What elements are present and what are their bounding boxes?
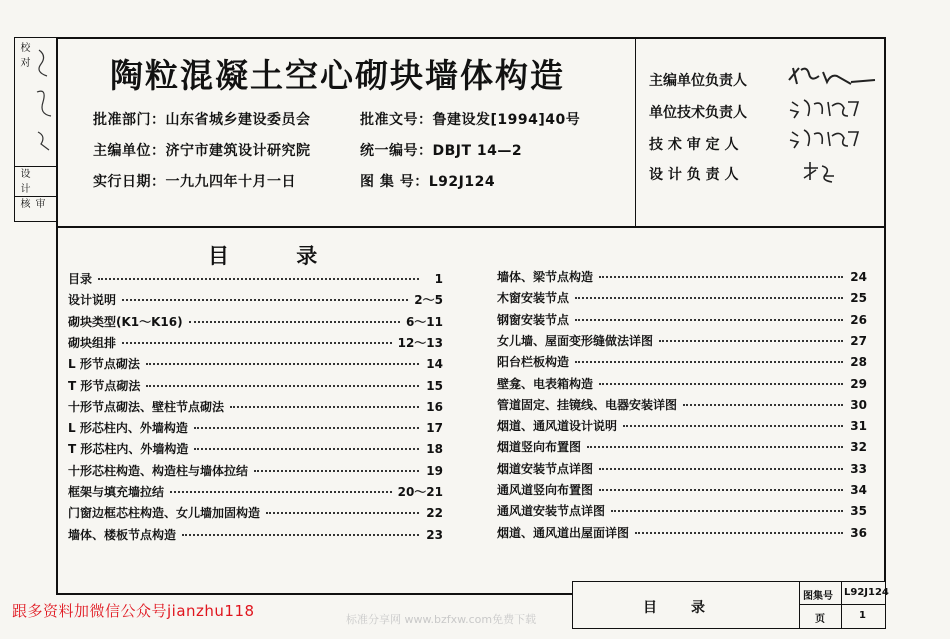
toc-entry — [497, 396, 867, 416]
toc-entry — [68, 270, 443, 290]
toc-leader-dots — [122, 299, 408, 301]
footer-watermark: 标准分享网 www.bzfxw.com免费下载 — [346, 613, 537, 626]
toc-entry — [68, 398, 443, 418]
toc-entry-label: 十形芯柱构造、构造柱与墙体拉结 — [68, 463, 249, 478]
toc-entry-page: 22 — [426, 506, 443, 521]
toc-entry — [497, 268, 867, 288]
footer-promo-text: 跟多资料加微信公众号jianzhu118 — [12, 602, 255, 620]
side-label-design: 设 计 — [18, 168, 29, 195]
approval-doc-line: 批准文号：鲁建设发[1994]40号 — [360, 112, 581, 128]
toc-entry — [68, 291, 443, 311]
toc-entry-label: 钢窗安装节点 — [497, 312, 570, 327]
toc-entry — [68, 377, 443, 397]
atlas-no-line: 图 集 号：L92J124 — [360, 174, 496, 190]
toc-entry — [497, 481, 867, 501]
toc-entry-page: 18 — [426, 442, 443, 457]
toc-entry-page: 30 — [850, 397, 867, 412]
toc-entry-label: 烟道、通风道设计说明 — [497, 419, 618, 434]
toc-entry-page: 15 — [426, 378, 443, 393]
signature-2 — [788, 96, 868, 120]
toc-entry-page: 34 — [850, 483, 867, 497]
toc-entry — [68, 419, 443, 439]
toc-entry-label: 砌块组排 — [68, 335, 117, 350]
toc-leader-dots — [623, 425, 843, 427]
toc-entry-label: 女儿墙、屋面变形缝做法详图 — [497, 333, 654, 348]
toc-leader-dots — [575, 297, 843, 299]
toc-entry — [68, 440, 443, 460]
toc-entry-label: 门窗边框芯柱构造、女儿墙加固构造 — [68, 506, 261, 521]
toc-entry-page: 28 — [850, 355, 867, 370]
toc-entry-label: 框架与填充墙拉结 — [68, 485, 165, 499]
toc-leader-dots — [599, 489, 843, 491]
toc-entry — [497, 502, 867, 522]
role-approver: 技 术 审 定 人 — [649, 137, 739, 153]
toc-entry — [68, 334, 443, 354]
side-label-check: 校 对 — [18, 42, 29, 69]
toc-entry-page: 29 — [850, 376, 867, 391]
toc-entry — [497, 311, 867, 331]
toc-leader-dots — [170, 491, 392, 493]
toc-entry-page: 25 — [850, 291, 867, 306]
toc-entry-label: 壁龛、电表箱构造 — [497, 376, 594, 391]
title-block-atlas-label: 图集号 — [803, 591, 833, 602]
toc-leader-dots — [599, 383, 843, 385]
toc-entry-label: 烟道安装节点详图 — [497, 461, 594, 476]
toc-entry — [497, 332, 867, 352]
toc-entry-page: 35 — [850, 504, 867, 519]
toc-leader-dots — [599, 276, 843, 278]
toc-entry-label: 墙体、楼板节点构造 — [68, 527, 177, 542]
toc-leader-dots — [98, 278, 419, 280]
toc-leader-dots — [611, 510, 843, 512]
effective-date-line: 实行日期：一九九四年十月一日 — [93, 174, 296, 190]
role-chief-unit: 主编单位负责人 — [649, 73, 747, 89]
side-signature-scribble — [33, 42, 55, 162]
document-title: 陶粒混凝土空心砌块墙体构造 — [110, 56, 565, 95]
title-block — [572, 581, 889, 629]
signature-4 — [800, 160, 840, 184]
toc-entry-page: 6～11 — [405, 314, 443, 329]
toc-entry-page: 17 — [426, 421, 443, 436]
unified-no-line: 统一编号：DBJT 14—2 — [360, 143, 523, 159]
toc-entry — [497, 438, 867, 458]
toc-entry-page: 16 — [426, 399, 443, 414]
toc-entry — [68, 504, 443, 524]
signature-3 — [788, 126, 868, 150]
toc-entry-label: T 形节点砌法 — [68, 378, 141, 393]
toc-entry-page: 33 — [850, 461, 867, 476]
toc-leader-dots — [683, 404, 843, 406]
toc-leader-dots — [194, 427, 419, 429]
editor-unit-line: 主编单位：济宁市建筑设计研究院 — [93, 143, 311, 159]
title-block-page-value: 1 — [859, 610, 866, 621]
toc-leader-dots — [659, 340, 843, 342]
header-vertical-divider — [635, 37, 636, 226]
toc-leader-dots — [230, 406, 419, 408]
header-divider — [56, 226, 886, 228]
toc-entry-page: 26 — [850, 312, 867, 327]
toc-entry — [68, 483, 443, 503]
signature-1 — [785, 62, 880, 88]
title-block-atlas-value: L92J124 — [844, 587, 889, 598]
toc-entry-label: 阳台栏板构造 — [497, 355, 570, 370]
toc-entry-label: L 形芯柱内、外墙构造 — [68, 421, 188, 436]
toc-entry-label: 墙体、梁节点构造 — [497, 270, 594, 284]
toc-entry-label: 木窗安装节点 — [497, 291, 570, 306]
toc-entry-label: 十形节点砌法、壁柱节点砌法 — [68, 399, 225, 414]
toc-entry-label: 通风道竖向布置图 — [497, 483, 594, 497]
title-block-name: 目 录 — [643, 600, 707, 616]
toc-leader-dots — [189, 321, 400, 323]
toc-entry — [68, 313, 443, 333]
toc-entry-page: 19 — [426, 463, 443, 478]
role-tech-lead: 单位技术负责人 — [649, 105, 747, 121]
side-label-review: 审 核 — [18, 198, 44, 209]
toc-entry-label: 通风道安装节点详图 — [497, 504, 606, 519]
toc-entry-label: 砌块类型(K1～K16) — [68, 314, 183, 329]
toc-leader-dots — [587, 446, 843, 448]
toc-entry-page: 12～13 — [397, 335, 443, 350]
toc-leader-dots — [575, 319, 843, 321]
toc-leader-dots — [194, 448, 419, 450]
toc-leader-dots — [146, 385, 419, 387]
toc-heading: 目 录 — [208, 244, 348, 268]
toc-entry-page: 32 — [850, 440, 867, 455]
toc-entry-page: 20～21 — [397, 485, 443, 499]
toc-entry-label: 目录 — [68, 272, 93, 286]
toc-leader-dots — [146, 363, 419, 365]
toc-entry — [497, 353, 867, 373]
toc-entry-page: 36 — [850, 525, 867, 540]
toc-leader-dots — [635, 532, 843, 534]
toc-entry-page: 24 — [850, 270, 867, 284]
toc-entry-label: 设计说明 — [68, 293, 117, 308]
side-signature-strip — [14, 37, 56, 222]
toc-leader-dots — [254, 470, 419, 472]
role-design-lead: 设 计 负 责 人 — [649, 167, 739, 183]
toc-entry-page: 23 — [426, 527, 443, 542]
toc-entry — [497, 524, 867, 544]
toc-entry — [68, 355, 443, 375]
toc-leader-dots — [182, 534, 419, 536]
toc-entry-page: 31 — [850, 419, 867, 434]
toc-entry-label: 烟道竖向布置图 — [497, 440, 582, 455]
toc-entry-label: L 形节点砌法 — [68, 357, 140, 372]
toc-leader-dots — [599, 468, 843, 470]
toc-entry-page: 14 — [426, 357, 443, 372]
toc-leader-dots — [575, 361, 843, 363]
toc-entry-label: 管道固定、挂镜线、电器安装详图 — [497, 397, 678, 412]
toc-entry — [68, 526, 443, 546]
toc-entry-label: 烟道、通风道出屋面详图 — [497, 525, 630, 540]
toc-entry — [68, 462, 443, 482]
toc-entry — [497, 289, 867, 309]
toc-entry-page: 2～5 — [414, 293, 443, 308]
toc-leader-dots — [122, 342, 392, 344]
toc-entry-page: 27 — [850, 333, 867, 348]
approver-line: 批准部门：山东省城乡建设委员会 — [93, 112, 311, 128]
toc-entry — [497, 375, 867, 395]
toc-entry-label: T 形芯柱内、外墙构造 — [68, 442, 189, 457]
title-block-page-label: 页 — [815, 614, 825, 625]
toc-leader-dots — [266, 512, 419, 514]
toc-entry-page: 1 — [434, 272, 443, 286]
toc-entry — [497, 460, 867, 480]
toc-entry — [497, 417, 867, 437]
